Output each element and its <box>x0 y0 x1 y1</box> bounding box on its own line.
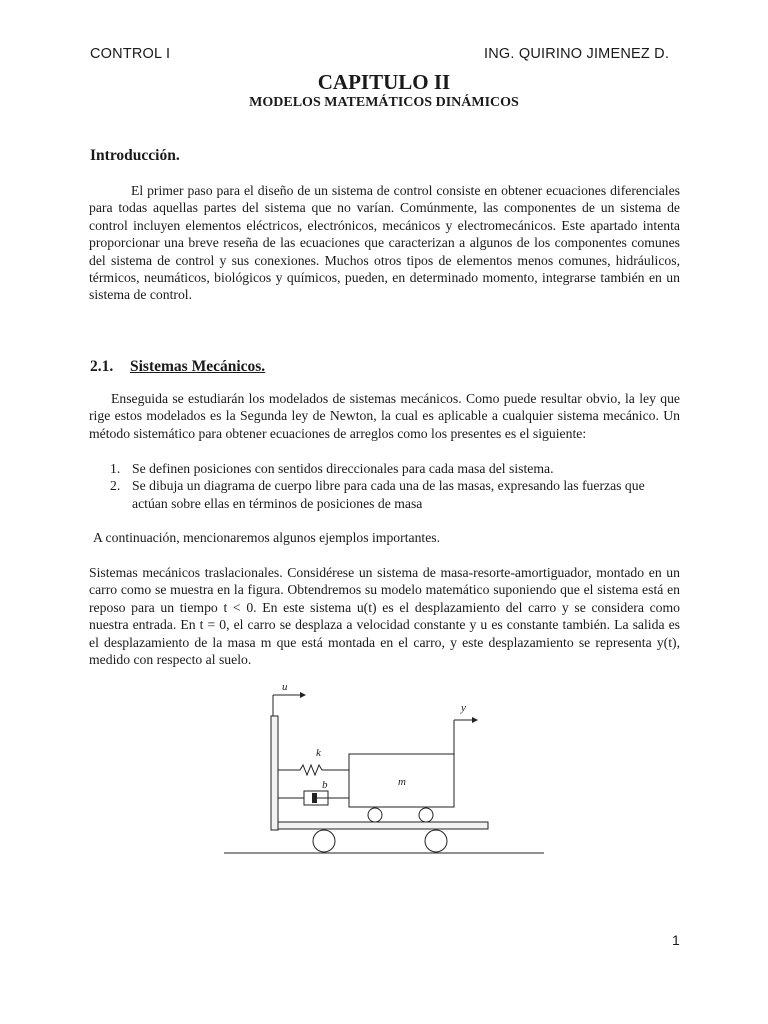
step-number: 2. <box>110 478 121 494</box>
list-item <box>110 460 680 477</box>
header-course: CONTROL I <box>90 46 171 62</box>
section-heading <box>90 358 265 376</box>
example-paragraph <box>89 564 680 668</box>
section-paragraph <box>89 390 680 442</box>
mass-wheel-left <box>368 808 382 822</box>
page-number: 1 <box>672 932 680 948</box>
mass-wheel-right <box>419 808 433 822</box>
spring <box>278 765 349 775</box>
chapter-subtitle: MODELOS MATEMÁTICOS DINÁMICOS <box>249 95 519 110</box>
step-text: Se dibuja un diagrama de cuerpo libre para cada una de las masas, expresando las fuerzas que actúan sobre ellas en términos de posiciones de masa <box>132 478 645 511</box>
steps-list <box>110 460 680 512</box>
intro-paragraph <box>89 182 680 304</box>
mass-spring-damper-figure <box>220 678 550 858</box>
list-item <box>110 477 680 512</box>
cart-wheel-right <box>425 830 447 852</box>
example-body: Sistemas mecánicos traslacionales. Considérese un sistema de masa-resorte-amortiguador, montado en un carro como se muestra en la figura. Obtendremos su modelo matemático suponiendo que el sistema está en reposo para un tiempo t < 0. En este sistema u(t) es el desplazamiento del carro y se considera como nuestra entrada. En t = 0, el carro se desplaza a velocidad constante y u es constante también. La salida es el desplazamiento de la masa m que está montada en el carro, y este desplazamiento se representa y(t), medido con respecto al suelo. <box>89 565 680 668</box>
intro-heading: Introducción. <box>90 147 180 164</box>
step-text: Se definen posiciones con sentidos direccionales para cada masa del sistema. <box>132 461 554 476</box>
chapter-title: CAPITULO II <box>317 70 451 94</box>
intro-body: El primer paso para el diseño de un sistema de control consiste en obtener ecuaciones diferenciales para todas aquellas partes del sistema que no varían. Comúnmente, las componentes de un sistema de control incluyen elementos eléctricos, electrónicos, mecánicos y electromecánicos. Este apartado intenta proporcionar una breve reseña de las ecuaciones que caracterizan a algunos de los componentes comunes del sistema de control y sus conexiones. Muchos otros tipos de elementos menos comunes, hidráulicos, térmicos, neumáticos, biológicos y químicos, pueden, en determinado momento, integrarse también en un sistema de control. <box>89 183 680 303</box>
label-y: y <box>461 702 466 714</box>
header-author: ING. QUIRINO JIMENEZ D. <box>484 46 670 62</box>
section-body: Enseguida se estudiarán los modelados de sistemas mecánicos. Como puede resultar obvio, la ley que rige estos modelados es la Segunda ley de Newton, la cual es aplicable a cualquier sistema mecánico. Un método sistemático para obtener ecuaciones de arreglos como los presentes es el siguiente: <box>89 391 680 441</box>
section-title: Sistemas Mecánicos. <box>130 358 266 375</box>
label-u: u <box>282 681 288 693</box>
label-m: m <box>398 776 406 788</box>
section-number: 2.1. <box>90 358 114 375</box>
step-number: 1. <box>110 461 121 476</box>
cart-wheel-left <box>313 830 335 852</box>
cart-wall <box>271 716 278 830</box>
label-k: k <box>316 747 321 759</box>
label-b: b <box>322 779 328 791</box>
continuation-line: A continuación, mencionaremos algunos ejemplos importantes. <box>93 530 441 545</box>
cart-platform <box>278 822 488 829</box>
